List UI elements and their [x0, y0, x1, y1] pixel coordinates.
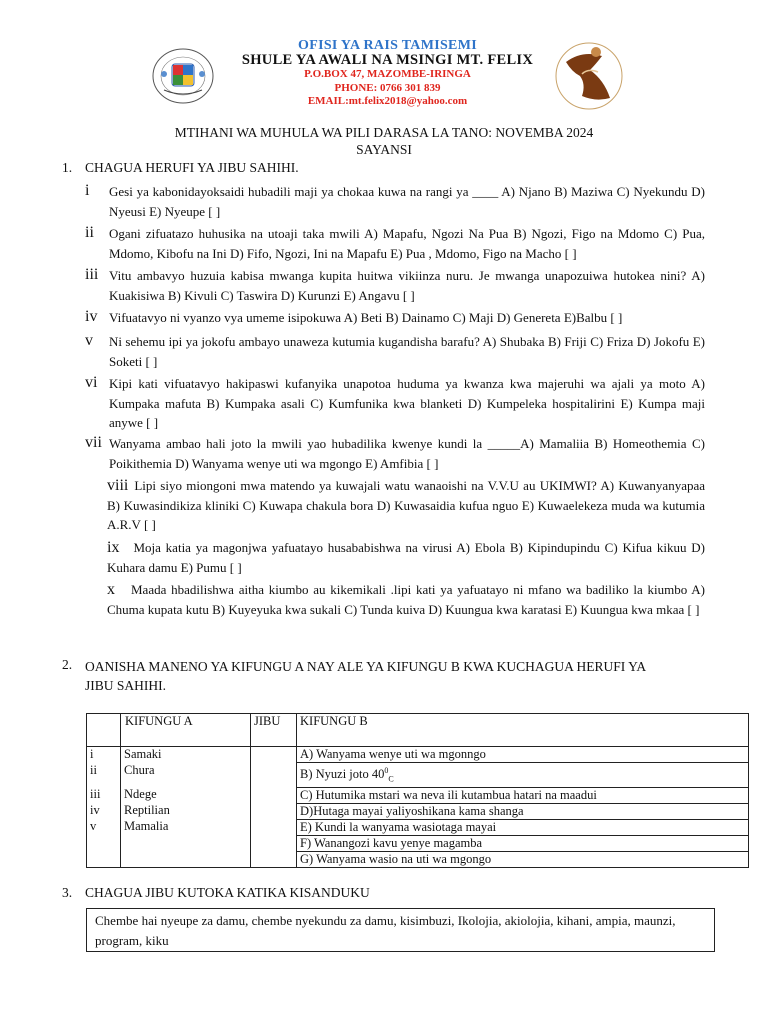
question-text: Vifuatavyo ni vyanzo vya umeme isipokuwa A) Beti B) Dainamo C) Maji D) Genereta E)Balbu [ ] — [109, 310, 623, 325]
table-row — [87, 803, 749, 819]
kifungu-b-cell: F) Wanangozi kavu yenye magamba — [297, 835, 749, 851]
section-heading: OANISHA MANENO YA KIFUNGU A NAY ALE YA KIFUNGU B KWA KUCHAGUA HERUFI YA — [85, 659, 647, 674]
kifungu-b-cell: C) Hutumika mstari wa neva ili kutambua hatari na maadui — [297, 787, 749, 803]
answer-cell[interactable] — [251, 819, 297, 867]
question-ix — [64, 538, 705, 577]
question-text: Wanyama ambao hali joto la mwili yao hubadilika kwenye kundi la _____A) Mamaliia B) Homeothemia C) Poikithemia D) Wanyama wenye uti wa mgongo E) Amfibia [ ] — [109, 436, 705, 471]
table-header-row — [87, 714, 749, 747]
word-box: Chembe hai nyeupe za damu, chembe nyekundu za damu, kisimbuzi, Ikolojia, akiolojia, kihani, ampia, maunzi, program, kiku — [86, 908, 715, 952]
kifungu-b-cell: A) Wanyama wenye uti wa mgonngo — [297, 747, 749, 763]
phone-number: PHONE: 0766 301 839 — [334, 81, 441, 94]
table-row — [87, 763, 749, 788]
row-number: ii — [87, 763, 121, 788]
header-cell — [87, 714, 121, 747]
question-i — [64, 182, 705, 221]
kifungu-b-cell: E) Kundi la wanyama wasiotaga mayai — [297, 819, 749, 835]
question-text: Vitu ambavyo huzuia kabisa mwanga kupita huitwa vikiinza nuru. Je mwanga unapozuiwa hutokea nini? A) Kuakisiwa B) Kivuli C) Taswira D) Kurunzi E) Angavu [ ] — [109, 268, 705, 303]
section-number: 1. — [62, 160, 73, 175]
exam-title-line: MTIHANI WA MUHULA WA PILI DARASA LA TANO: NOVEMBA 2024 — [174, 125, 594, 140]
kifungu-b-text: B) Nyuzi joto 40 — [300, 767, 385, 782]
question-vi — [64, 374, 705, 433]
kifungu-a-cell: Mamalia — [121, 819, 251, 867]
question-number: ii — [85, 224, 94, 241]
header-cell: KIFUNGU B — [297, 714, 749, 747]
question-number: ix — [107, 539, 120, 556]
kifungu-a-cell: Reptilian — [121, 803, 251, 819]
kifungu-b-cell — [297, 763, 749, 788]
answer-cell[interactable] — [251, 763, 297, 788]
question-number: iii — [85, 266, 99, 283]
row-number: iv — [87, 803, 121, 819]
question-number: x — [107, 581, 115, 598]
school-logo-right — [552, 40, 626, 112]
subscript: C — [388, 774, 394, 784]
matching-table — [86, 713, 749, 868]
table-row — [87, 747, 749, 763]
kifungu-a-cell: Chura — [121, 763, 251, 788]
question-number: iv — [85, 308, 98, 325]
kifungu-a-cell: Samaki — [121, 747, 251, 763]
question-v — [64, 332, 705, 371]
kifungu-a-cell: Ndege — [121, 787, 251, 803]
answer-cell[interactable] — [251, 747, 297, 763]
question-viii — [64, 476, 705, 535]
row-number: i — [87, 747, 121, 763]
header-text-block — [215, 38, 560, 109]
section-heading: CHAGUA HERUFI YA JIBU SAHIHI. — [85, 160, 299, 175]
question-x — [64, 580, 705, 619]
question-iii — [64, 266, 705, 305]
subject-title: SAYANSI — [356, 142, 412, 157]
question-text: Lipi siyo miongoni mwa matendo ya kuwajali watu wanaoishi na V.V.U au UKIMWI? A) Kuwanyanyapaa B) Kuwasindikiza kliniki C) Kuwapa chakula bora D) Kuwasaidia kufua nguo E) Kuwaelekeza muda wa kutumia A.R.V [ ] — [107, 478, 705, 532]
section-heading: CHAGUA JIBU KUTOKA KATIKA KISANDUKU — [85, 885, 370, 900]
header-cell: JIBU — [251, 714, 297, 747]
school-logo-left — [150, 46, 216, 106]
kifungu-b-cell: D)Hutaga mayai yaliyoshikana kama shanga — [297, 803, 749, 819]
question-text: Maada hbadilishwa aitha kiumbo au kikemikali .lipi kati ya yafuatayo ni mfano wa badiliko la kiumbo A) Chuma kupata kutu B) Kuyeyuka kwa sukali C) Tunda kuiva D) Kuungua kwa karatasi E) Kuungua kwa mkaa [ ] — [107, 582, 705, 617]
question-number: vii — [85, 434, 102, 451]
question-ii — [64, 224, 705, 263]
header-cell: KIFUNGU A — [121, 714, 251, 747]
table-row — [87, 819, 749, 835]
exam-title — [0, 124, 768, 158]
question-text: Kipi kati vifuatavyo hakipaswi kufanyika unapotoa huduma ya kwanza kwa majeruhi wa ajali ya moto A) Kumpaka mafuta B) Kumpaka asali C) Kumfunika kwa blanketi D) Kumpeleka hospitalirini E) Kumpa maji anywe [ ] — [109, 376, 705, 430]
office-name: OFISI YA RAIS TAMISEMI — [298, 38, 477, 53]
table-row — [87, 787, 749, 803]
section-number: 3. — [62, 885, 73, 900]
section-number: 2. — [62, 657, 73, 672]
question-text: Moja katia ya magonjwa yafuatayo husababishwa na virusi A) Ebola B) Kipindupindu C) Kifua kikuu D) Kuhara damu E) Pumu [ ] — [107, 540, 705, 575]
superscript: 0 — [384, 766, 389, 775]
question-number: vi — [85, 374, 98, 391]
row-number: iii — [87, 787, 121, 803]
question-vii — [64, 434, 705, 473]
question-number: viii — [107, 477, 129, 494]
po-box: P.O.BOX 47, MAZOMBE-IRINGA — [304, 68, 471, 80]
question-text: Gesi ya kabonidayoksaidi hubadili maji ya chokaa kuwa na rangi ya ____ A) Njano B) Maziwa C) Nyekundu D) Nyeusi E) Nyeupe [ ] — [109, 184, 705, 219]
answer-cell[interactable] — [251, 787, 297, 803]
question-text: Ni sehemu ipi ya jokofu ambayo unaweza kutumia kugandisha barafu? A) Shubaka B) Friji C) Friza D) Jokofu E) Soketi [ ] — [109, 334, 705, 369]
school-name: SHULE YA AWALI NA MSINGI MT. FELIX — [241, 52, 534, 68]
question-iv — [64, 308, 705, 328]
section-heading-cont: JIBU SAHIHI. — [85, 678, 166, 693]
row-number: v — [87, 819, 121, 867]
answer-cell[interactable] — [251, 803, 297, 819]
question-number: v — [85, 332, 93, 349]
email-address: EMAIL:mt.felix2018@yahoo.com — [307, 95, 468, 107]
school-header — [0, 38, 768, 110]
question-number: i — [85, 182, 90, 199]
question-text: Ogani zifuatazo huhusika na utoaji taka mwili A) Mapafu, Ngozi Na Pua B) Ngozi, Figo na Mdomo C) Pua, Mdomo, Kibofu na Ini D) Fifo, Ngozi, Ini na Mapafu E) Pua , Mdomo, Figo na Macho [ ] — [109, 226, 705, 261]
kifungu-b-cell: G) Wanyama wasio na uti wa mgongo — [297, 851, 749, 867]
